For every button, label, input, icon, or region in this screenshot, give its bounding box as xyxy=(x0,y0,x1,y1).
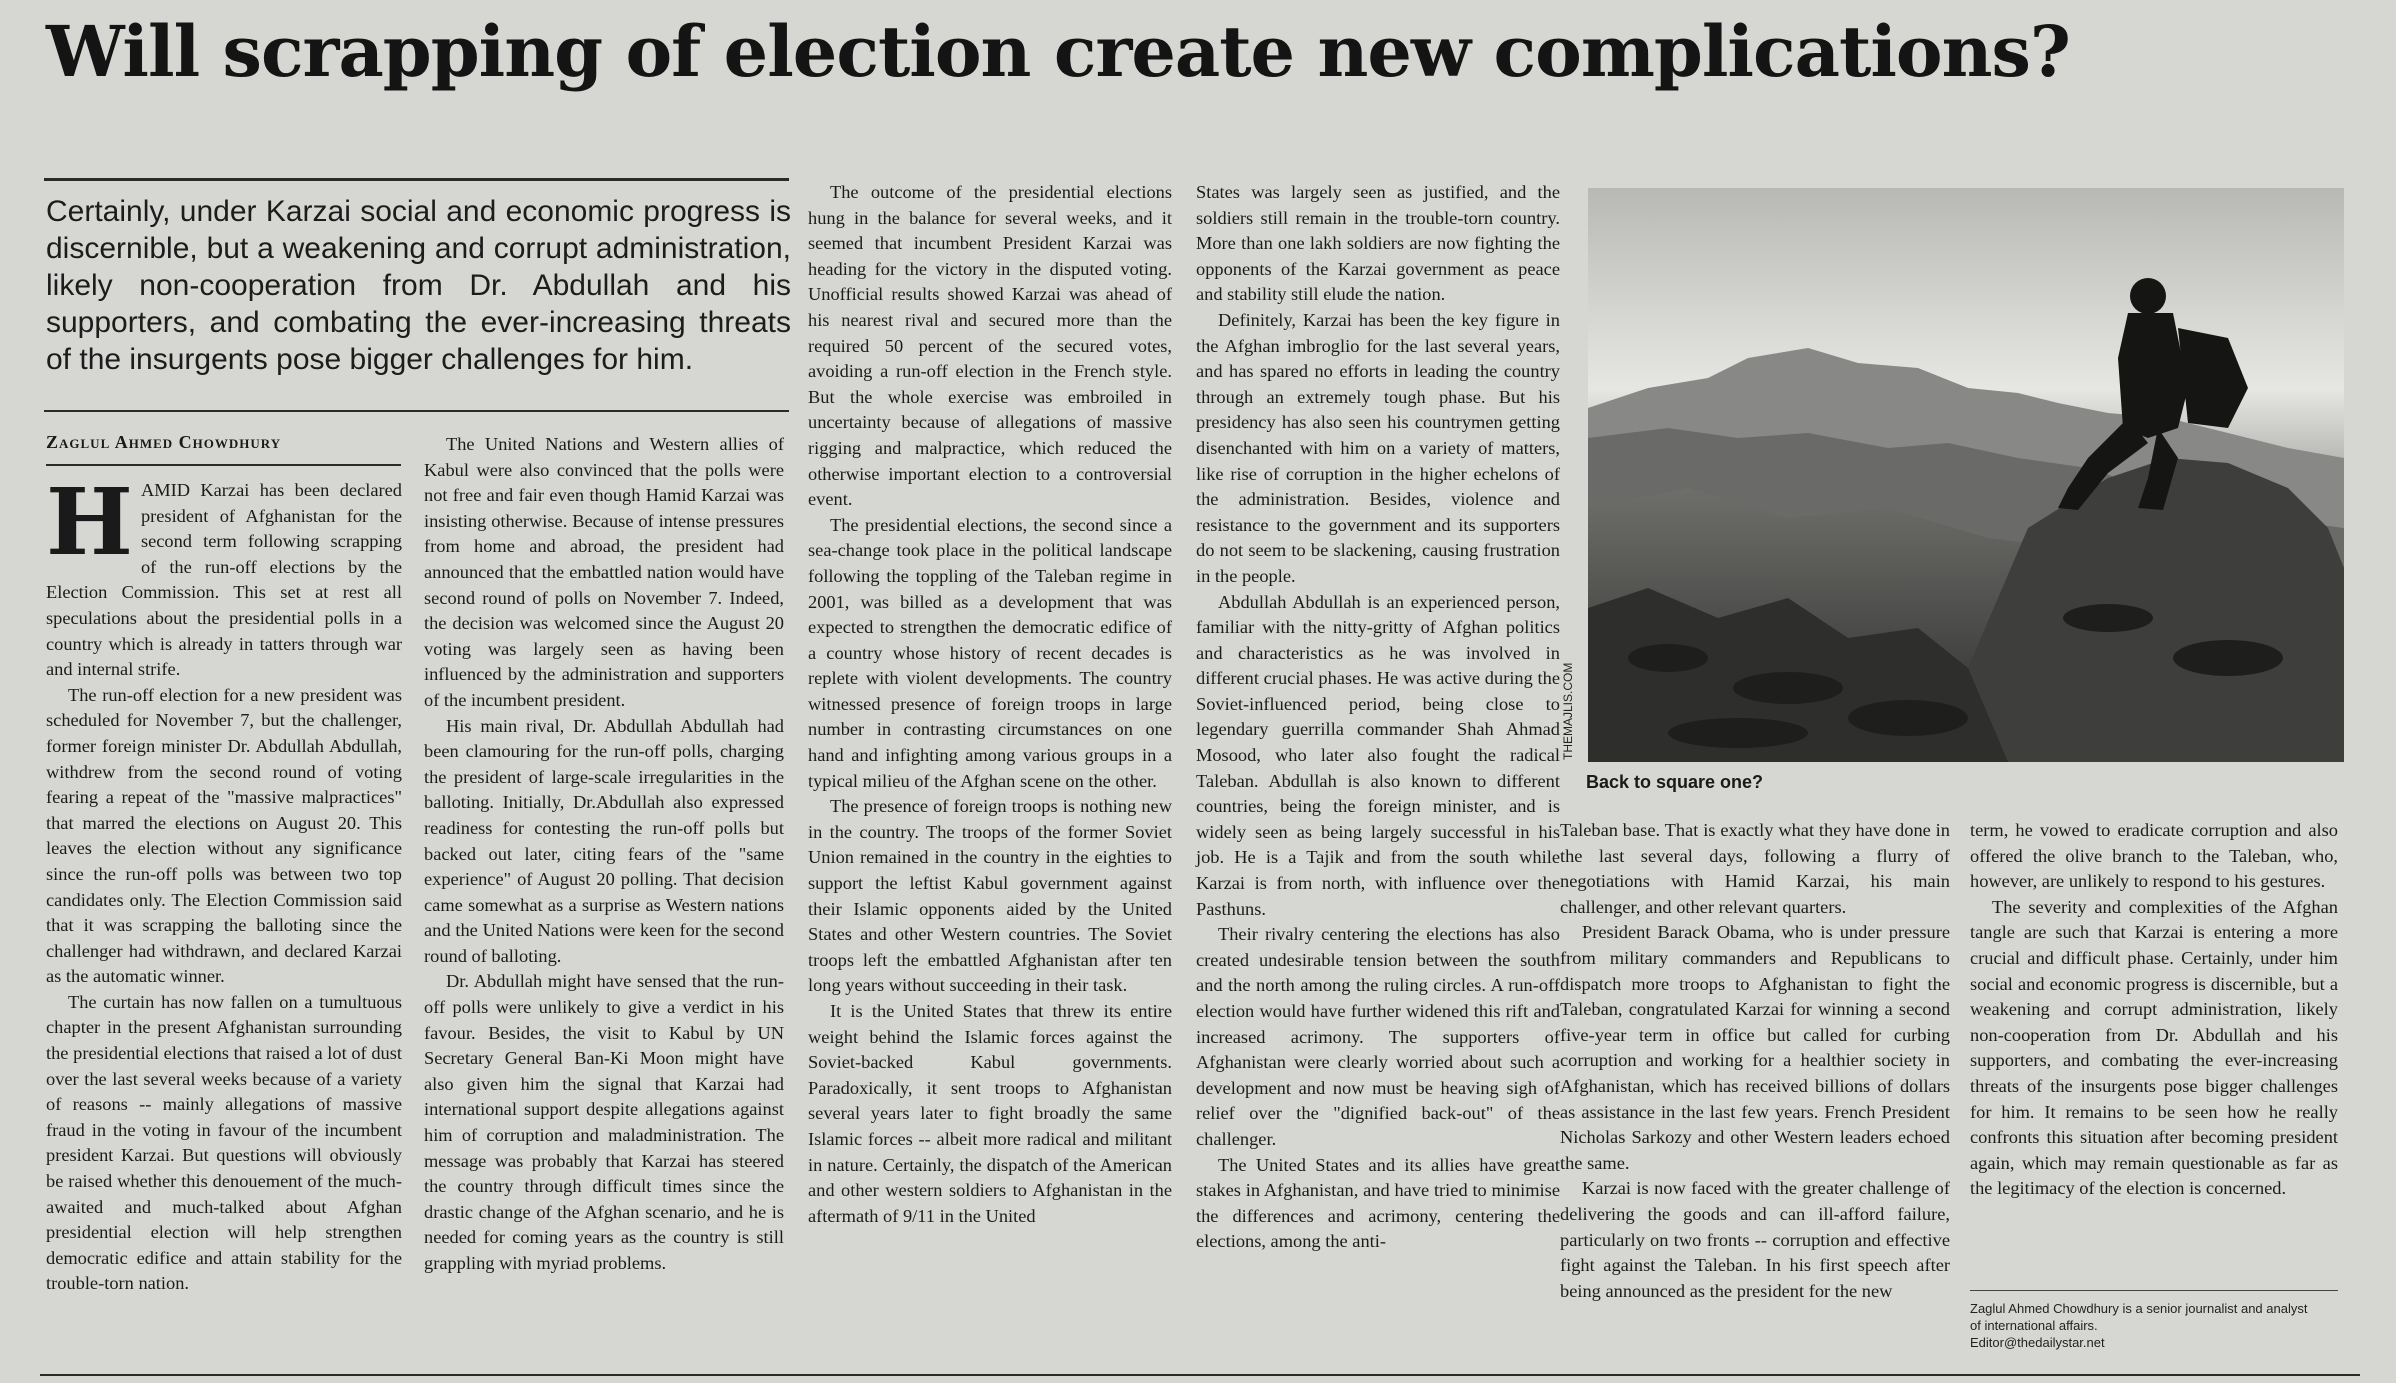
paragraph: HAMID Karzai has been declared president of Afghanistan for the second term following scrapping of the run-off elections by the Election Commission. This set at rest all speculations about the presidential polls in a country which is already in tatters through war and internal strife. xyxy=(46,468,402,680)
paragraph: Taleban base. That is exactly what they have done in the last several days, following a flurry of negotiations with Hamid Karzai, his main challenger, and other relevant quarters. xyxy=(1560,820,1950,917)
paragraph: Their rivalry centering the elections has also created undesirable tension between the south and the north among the ruling circles. A run-off election would have further widened this rift and increased acrimony. The supporters of Afghanistan were clearly worried about such a development and now must be heaving sigh of relief over the "dignified back-out" of the challenger. xyxy=(1196,924,1560,1149)
article-column-2 xyxy=(424,432,784,1277)
paragraph: The outcome of the presidential elections hung in the balance for several weeks, and it seemed that incumbent President Karzai was heading for the victory in the disputed voting. Unofficial results showed Karzai was ahead of his nearest rival and secured more than the required 50 percent of the secured votes, avoiding a run-off election in the French style. But the whole exercise was embroiled in uncertainty because of allegations of massive rigging and malpractice, which reduced the otherwise important election to a controversial event. xyxy=(808,182,1172,510)
headline: Will scrapping of election create new complications? xyxy=(46,10,2070,93)
author-note xyxy=(1970,1300,2338,1351)
article-column-5 xyxy=(1560,818,1950,1304)
byline: Zaglul Ahmed Chowdhury xyxy=(46,432,282,452)
deck-summary: Certainly, under Karzai social and economic progress is discernible, but a weakening and corrupt administration, likely non-cooperation from Dr. Abdullah and his supporters, and combating the ever-increasing threats of the insurgents pose bigger challenges for him. xyxy=(46,195,791,376)
paragraph: Abdullah Abdullah is an experienced person, familiar with the nitty-gritty of Afghan politics and characteristics as he was involved in different crucial phases. He was active during the Soviet-influenced period, being close to legendary guerrilla commander Shah Ahmad Mosood, who later also fought the radical Taleban. Abdullah is also known to different countries, being the foreign minister, and is widely seen as being largely successful in his job. He is a Tajik and from the south while Karzai is from north, with influence over the Pasthuns. xyxy=(1196,591,1560,919)
article-column-3 xyxy=(808,180,1172,1229)
deck-rule xyxy=(44,410,789,412)
paragraph: It is the United States that threw its entire weight behind the Islamic forces against the Soviet-backed Kabul governments. Paradoxically, it sent troops to Afghanistan several years later to fight broadly the same Islamic forces -- albeit more radical and militant in nature. Certainly, the dispatch of the American and other western soldiers to Afghanistan in the aftermath of 9/11 in the United xyxy=(808,1001,1172,1226)
article-column-1 xyxy=(46,468,402,1297)
bottom-rule xyxy=(40,1374,2360,1376)
paragraph: The presence of foreign troops is nothing new in the country. The troops of the former Soviet Union remained in the country in the eighties to support the leftist Kabul government against their Islamic opponents aided by the United States and other Western countries. The Soviet troops left the embattled Afghanistan after ten long years without succeeding in their task. xyxy=(808,796,1172,996)
author-note-line: Zaglul Ahmed Chowdhury is a senior journalist and analyst xyxy=(1970,1301,2308,1316)
paragraph: His main rival, Dr. Abdullah Abdullah had been clamouring for the run-off polls, charging the president of large-scale irregularities in the balloting. Initially, Dr.Abdullah also expressed readiness for contesting the run-off polls but backed out later, citing fears of the "same experience" of August 20 polling. That decision came somewhat as a surprise as Western nations and the United Nations were keen for the second round of balloting. xyxy=(424,715,784,966)
paragraph: Karzai is now faced with the greater challenge of delivering the goods and can ill-afford failure, particularly on two fronts -- corruption and effective fight against the Taleban. In his first speech after being announced as the president for the new xyxy=(1560,1178,1950,1301)
paragraph: Definitely, Karzai has been the key figure in the Afghan imbroglio for the last several years, and has spared no efforts in leading the country through an extremely tough phase. But his presidency has also seen his countrymen getting disenchanted with him on a variety of matters, like rise of corruption in the higher echelons of the administration. Besides, violence and resistance to the government and its supporters do not seem to be slackening, causing frustration in the people. xyxy=(1196,309,1560,586)
byline-rule xyxy=(46,464,401,466)
paragraph: The United States and its allies have great stakes in Afghanistan, and have tried to minimise the differences and acrimony, centering the elections, among the anti- xyxy=(1196,1154,1560,1252)
paragraph: The run-off election for a new president was scheduled for November 7, but the challenger, former foreign minister Dr. Abdullah Abdullah, withdrew from the second round of voting fearing a repeat of the "massive malpractices" that marred the elections on August 20. This leaves the election without any significance since the run-off polls was between two top candidates only. The Election Commission said that it was scrapping the balloting since the challenger had withdrawn, and declared Karzai as the automatic winner. xyxy=(46,684,402,987)
article-column-6 xyxy=(1970,818,2338,1202)
paragraph: States was largely seen as justified, and the soldiers still remain in the trouble-torn country. More than one lakh soldiers are now fighting the opponents of the Karzai government as peace and stability still elude the nation. xyxy=(1196,182,1560,305)
paragraph: The curtain has now fallen on a tumultuous chapter in the present Afghanistan surrounding the presidential elections that raised a lot of dust over the last several weeks because of a variety of reasons -- mainly allegations of massive fraud in the voting in favour of the incumbent president Karzai. But questions will obviously be raised whether this denouement of the much-awaited and much-talked about Afghan presidential election will help strengthen democratic edifice and attain stability for the trouble-torn nation. xyxy=(46,991,402,1294)
article-photo xyxy=(1588,188,2344,762)
paragraph: The severity and complexities of the Afghan tangle are such that Karzai is entering a more crucial and difficult phase. Certainly, under him social and economic progress is discernible, but a weakening and corrupt administration, likely non-cooperation from Dr. Abdullah and his supporters, and combating the ever-increasing threats of the insurgents pose bigger challenges for him. It remains to be seen how he really confronts this situation after becoming president again, which may remain questionable as far as the legitimacy of the election is concerned. xyxy=(1970,896,2338,1199)
drop-cap: H xyxy=(46,468,133,576)
paragraph: The presidential elections, the second since a sea-change took place in the political landscape following the toppling of the Taleban regime in 2001, was billed as a development that was expected to strengthen the democratic edifice of a country whose history of recent decades is replete with violent developments. The country witnessed presence of foreign troops in large number in contrasting circumstances on one hand and infighting among various groups in a typical milieu of the Afghan scene on the other. xyxy=(808,514,1172,791)
paragraph: term, he vowed to eradicate corruption and also offered the olive branch to the Taleban, who, however, are unlikely to respond to his gestures. xyxy=(1970,820,2338,892)
photo-credit: THEMAJLIS.COM xyxy=(1561,662,1575,760)
bio-rule xyxy=(1970,1290,2338,1291)
paragraph: Dr. Abdullah might have sensed that the run-off polls were unlikely to give a verdict in his favour. Besides, the visit to Kabul by UN Secretary General Ban-Ki Moon might have also given him the signal that Karzai had international support despite allegations against him of corruption and maladministration. The message was probably that Karzai has steered the country through difficult times since the drastic change of the Afghan scenario, and he is needed for coming years as the country is still grappling with myriad problems. xyxy=(424,971,784,1273)
paragraph: President Barack Obama, who is under pressure from military commanders and Republicans to dispatch more troops to Afghanistan to fight the Taleban, congratulated Karzai for winning a second five-year term in office but called for curbing corruption and working for a healthier society in Afghanistan, which has received billions of dollars as assistance in the last few years. French President Nicholas Sarkozy and other Western leaders echoed the same. xyxy=(1560,922,1950,1173)
photo-caption: Back to square one? xyxy=(1586,772,1764,792)
paragraph: The United Nations and Western allies of Kabul were also convinced that the polls were not free and fair even though Hamid Karzai was insisting otherwise. Because of intense pressures from home and abroad, the president had announced that the embattled nation would have second round of polls on November 7. Indeed, the decision was welcomed since the August 20 voting was largely seen as having been influenced by the administration and supporters of the incumbent president. xyxy=(424,434,784,710)
author-email: Editor@thedailystar.net xyxy=(1970,1335,2105,1350)
article-column-4 xyxy=(1196,180,1560,1255)
top-rule xyxy=(44,178,789,181)
author-note-line: of international affairs. xyxy=(1970,1318,2098,1333)
soldier-on-mountain-image xyxy=(1588,188,2344,762)
